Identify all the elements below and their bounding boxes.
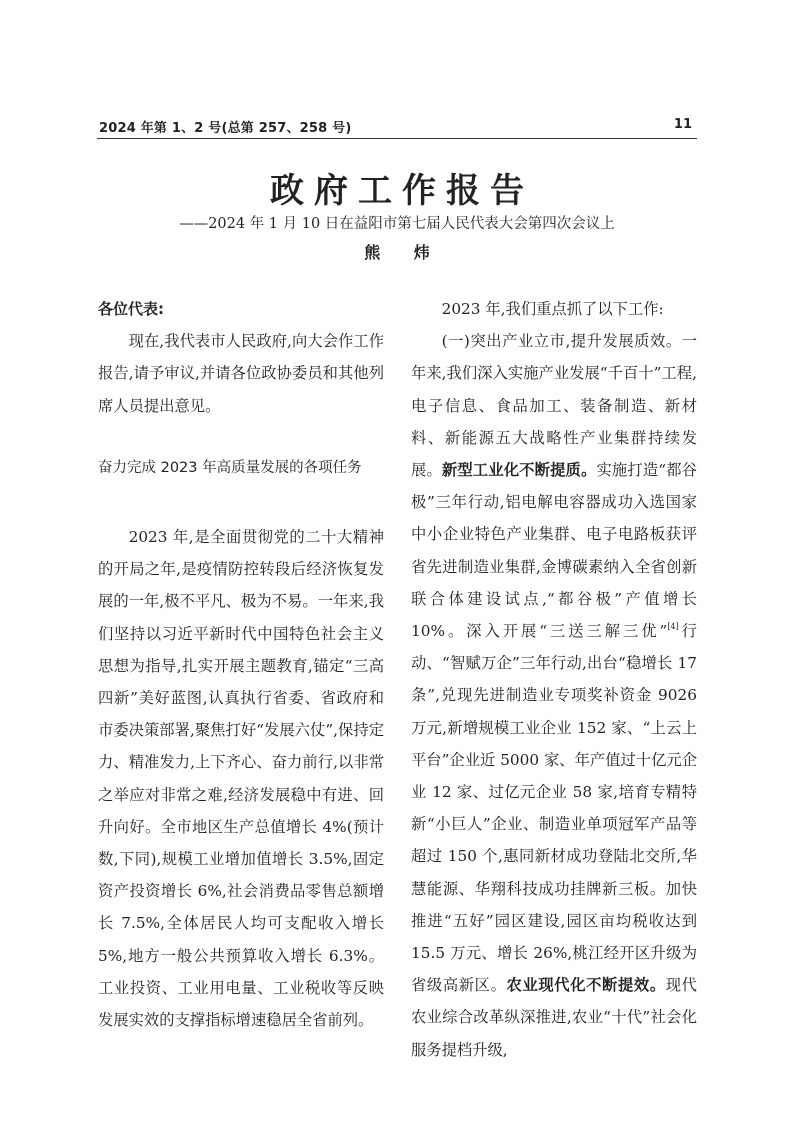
article-author: 熊 炜 <box>364 243 444 262</box>
section-heading: 奋力完成 2023 年高质量发展的各项任务 <box>98 459 362 476</box>
article-subtitle: ——2024 年 1 月 10 日在益阳市第七届人民代表大会第四次会议上 <box>179 216 615 232</box>
item1-text4: 现代农业综合改革纵深推进,农业“十代”社会化服务提档升级, <box>411 976 697 1059</box>
footnote-ref: [4] <box>667 622 679 632</box>
right-column <box>411 293 697 1066</box>
intro-paragraph: 现在,我代表市人民政府,向大会作工作报告,请予审议,并请各位政协委员和其他列席人员提出意见。 <box>98 332 384 415</box>
lead-paragraph: 2023 年,我们重点抓了以下工作: <box>441 300 664 318</box>
item1-text2: 实施打造“都谷极”三年行动,铝电解电容器成功入选国家中小企业特色产业集群、电子电路板获评省先进制造业集群,金博碳素纳入全省创新联合体建设试点,“都谷极”产值增长 10%。深入开展“三送三解三优” <box>411 461 697 641</box>
item1-title: (一)突出产业立市,提升发展质效。 <box>441 332 682 351</box>
issue-header: 2024 年第 1、2 号(总第 257、258 号) <box>99 121 352 136</box>
item1-bold-agriculture: 农业现代化不断提效。 <box>506 976 666 995</box>
article-title: 政府工作报告 <box>270 171 534 211</box>
header-rule <box>97 138 697 139</box>
item1-paragraph <box>411 325 697 1066</box>
page-number: 11 <box>673 117 692 132</box>
overview-paragraph: 2023 年,是全面贯彻党的二十大精神的开局之年,是疫情防控转段后经济恢复发展的一年,极不平凡、极为不易。一年来,我们坚持以习近平新时代中国特色社会主义思想为指导,扎实开展主题教育,锚定“三高四新”美好蓝图,认真执行省委、省政府和市委决策部署,聚焦打好“发展六仗”,保持定力、精准发力,上下齐心、奋力前行,以非常之举应对非常之难,经济发展稳中有进、回升向好。全市地区生产总值增长 4%(预计数,下同),规模工业增加值增长 3.5%,固定资产投资增长 6%,社会消费品零售总额增长 7.5%,全体居民人均可支配收入增长 5%,地方一般公共预算收入增长 6.3%。工业投资、工业用电量、工业税收等反映发展实效的支撑指标增速稳居全省前列。 <box>98 528 384 1030</box>
item1-text1: 一年来,我们深入实施产业发展“千百十”工程,电子信息、食品加工、装备制造、新材料、新能源五大战略性产业集群持续发展。 <box>411 332 697 480</box>
item1-text3: 行动、“智赋万企”三年行动,出台“稳增长 17 条”,兑现先进制造业专项奖补资金 9026 万元,新增规模工业企业 152 家、“上云上平台”企业近 5000 家、年产值过十亿元企业 12 家、过亿元企业 58 家,培育专精特新“小巨人”企业、制造业单项冠军产品等超过 150 个,惠同新材成功登陆北交所,华慧能源、华翔科技成功挂牌新三板。加快推进“五好”园区建设,园区亩均税收达到 15.5 万元、增长 26%,桃江经开区升级为省级高新区。 <box>411 622 697 995</box>
item1-bold-industry: 新型工业化不断提质。 <box>441 461 597 480</box>
salutation: 各位代表: <box>98 300 164 318</box>
left-column <box>98 293 384 1036</box>
